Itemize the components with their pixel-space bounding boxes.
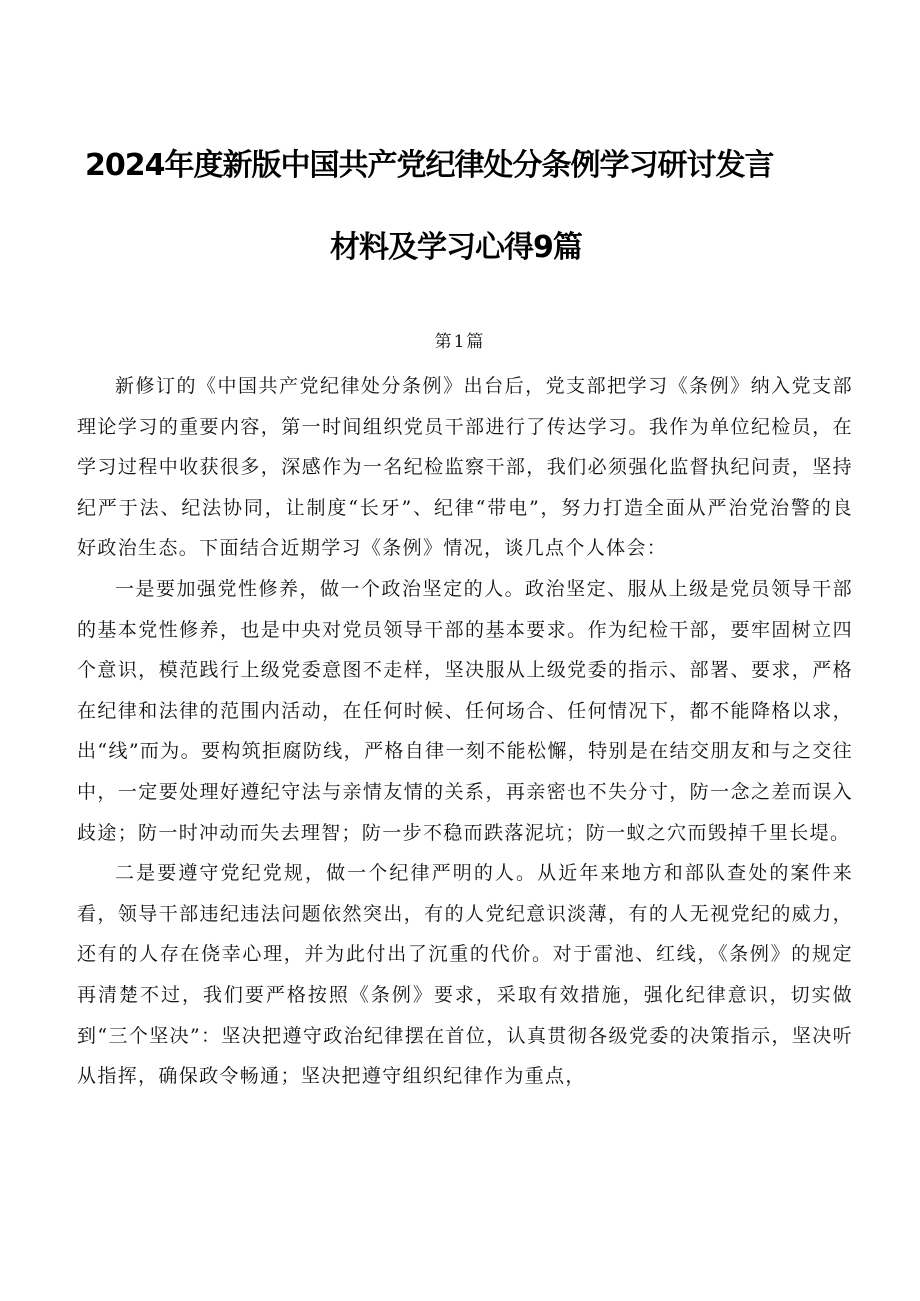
paragraph-point-one: 一是要加强党性修养，做一个政治坚定的人。政治坚定、服从上级是党员领导干部的基本党性修养，也是中央对党员领导干部的基本要求。作为纪检干部，要牢固树立四个意识，模范践行上级党委意图不走样，坚决服从上级党委的指示、部署、要求，严格在纪律和法律的范围内活动，在任何时候、任何场合、任何情况下，都不能降格以求，出“线”而为。要构筑拒腐防线，严格自律一刻不能松懈，特别是在结交朋友和与之交往中，一定要处理好遵纪守法与亲情友情的关系，再亲密也不失分寸，防一念之差而误入歧途；防一时冲动而失去理智；防一步不稳而跌落泥坑；防一蚁之穴而毁掉千里长堤。 <box>77 577 853 844</box>
section-heading: 第1篇 <box>434 332 486 352</box>
paragraph-intro: 新修订的《中国共产党纪律处分条例》出台后，党支部把学习《条例》纳入党支部理论学习的重要内容，第一时间组织党员干部进行了传达学习。我作为单位纪检员，在学习过程中收获很多，深感作为一名纪检监察干部，我们必须强化监督执纪问责，坚持纪严于法、纪法协同，让制度“长牙”、纪律“带电”，努力打造全面从严治党治警的良好政治生态。下面结合近期学习《条例》情况，谈几点个人体会： <box>77 375 853 560</box>
paragraph-point-two: 二是要遵守党纪党规，做一个纪律严明的人。从近年来地方和部队查处的案件来看，领导干部违纪违法问题依然突出，有的人党纪意识淡薄，有的人无视党纪的威力，还有的人存在侥幸心理，并为此付出了沉重的代价。对于雷池、红线，《条例》的规定再清楚不过，我们要严格按照《条例》要求，采取有效措施，强化纪律意识，切实做到“三个坚决”：坚决把遵守政治纪律摆在首位，认真贯彻各级党委的决策指示，坚决听从指挥，确保政令畅通；坚决把遵守组织纪律作为重点， <box>77 862 853 1088</box>
document-body <box>77 366 853 1097</box>
document-title-line-2: 材料及学习心得9篇 <box>330 230 582 265</box>
document-title-line-1: 2024年度新版中国共产党纪律处分条例学习研讨发言 <box>85 148 774 183</box>
